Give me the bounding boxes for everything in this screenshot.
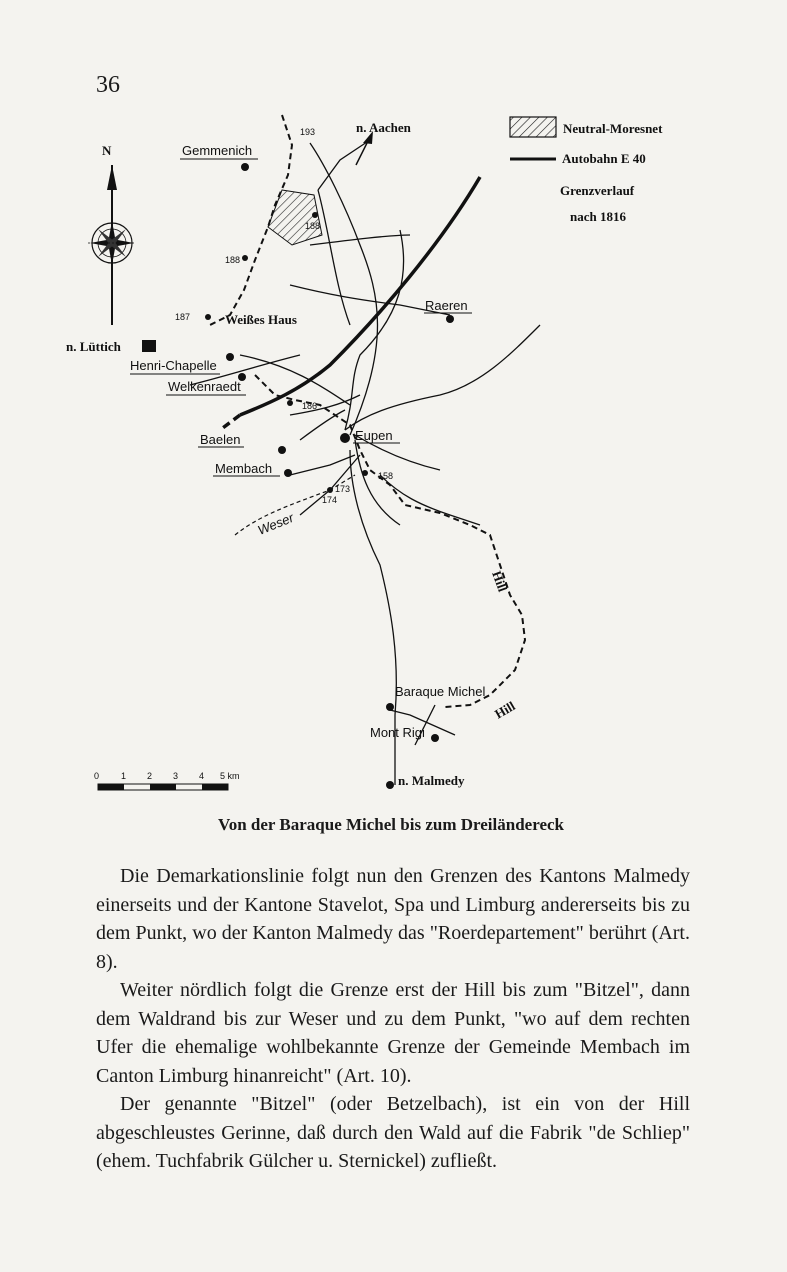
marker-193: 193: [300, 127, 316, 137]
legend-neutral: Neutral-Moresnet: [563, 121, 663, 136]
place-luettich: n. Lüttich: [66, 339, 121, 354]
place-aachen: n. Aachen: [356, 120, 411, 135]
place-henri-chapelle: Henri-Chapelle: [130, 358, 217, 373]
scale-0: 0: [94, 771, 100, 781]
legend-autobahn: Autobahn E 40: [562, 151, 646, 166]
scale-5: 5 km: [220, 771, 240, 781]
place-mont-rigi: Mont Rigi: [370, 725, 425, 740]
place-gemmenich: Gemmenich: [182, 143, 253, 158]
place-welkenraedt: Welkenraedt: [168, 379, 241, 394]
place-membach: Membach: [215, 461, 273, 476]
place-hill-upper: Hill: [489, 568, 511, 594]
marker-187: 187: [175, 312, 191, 322]
luettich-marker: [142, 340, 156, 352]
place-weisses-haus: Weißes Haus: [225, 312, 297, 327]
map-figure: [60, 95, 670, 810]
neutral-swatch: [510, 117, 556, 137]
map-legend: [510, 117, 663, 224]
paragraph-1: Die Demarkationslinie folgt nun den Grenzen des Kantons Malmedy einerseits und der Kantone Stavelot, Spa und Limburg andererseits bis zu dem Punkt, wo der Kanton Malmedy das "Roerdepartement" berührt (Art. 8).: [96, 865, 690, 973]
scale-4: 4: [199, 771, 205, 781]
compass-rose-icon: [88, 143, 136, 325]
scale-bar: [94, 771, 240, 790]
marker-174: 174: [322, 495, 338, 505]
marker-188b: 188: [225, 255, 241, 265]
place-raeren: Raeren: [425, 298, 468, 313]
page-number: 36: [96, 72, 120, 98]
body-text: [96, 862, 690, 1176]
marker-173: 173: [335, 484, 351, 494]
paragraph-2: Weiter nördlich folgt die Grenze erst der Hill bis zum "Bitzel", dann dem Waldrand bis zur Weser und zu dem Punkt, "wo auf dem rechten Ufer die ehemalige wohlbekannte Grenze der Gemeinde Membach im Canton Limburg hinanreicht" (Art. 10).: [96, 979, 690, 1087]
legend-border-1: Grenzverlauf: [560, 183, 635, 198]
place-hill-lower: Hill: [492, 698, 518, 722]
place-weser: Weser: [255, 509, 296, 538]
legend-border-2: nach 1816: [570, 209, 626, 224]
marker-158: 158: [378, 471, 394, 481]
marker-188a: 188: [305, 221, 321, 231]
paragraph-3: Der genannte "Bitzel" (oder Betzelbach), ist ein von der Hill abgeschleustes Gerinne, daß durch den Wald auf die Fabrik "de Schliep" (ehem. Tuchfabrik Gülcher u. Sternickel) zufließt.: [96, 1093, 690, 1172]
marker-186: 186: [302, 401, 318, 411]
place-eupen: Eupen: [355, 428, 393, 443]
place-baelen: Baelen: [200, 432, 241, 447]
place-baraque-michel: Baraque Michel: [395, 684, 486, 699]
scale-1: 1: [121, 771, 127, 781]
north-label: N: [102, 143, 112, 158]
scale-3: 3: [173, 771, 179, 781]
scale-2: 2: [147, 771, 153, 781]
border-line-south: [255, 375, 525, 707]
map-caption: Von der Baraque Michel bis zum Dreiländereck: [218, 815, 564, 834]
place-malmedy: n. Malmedy: [398, 773, 465, 788]
